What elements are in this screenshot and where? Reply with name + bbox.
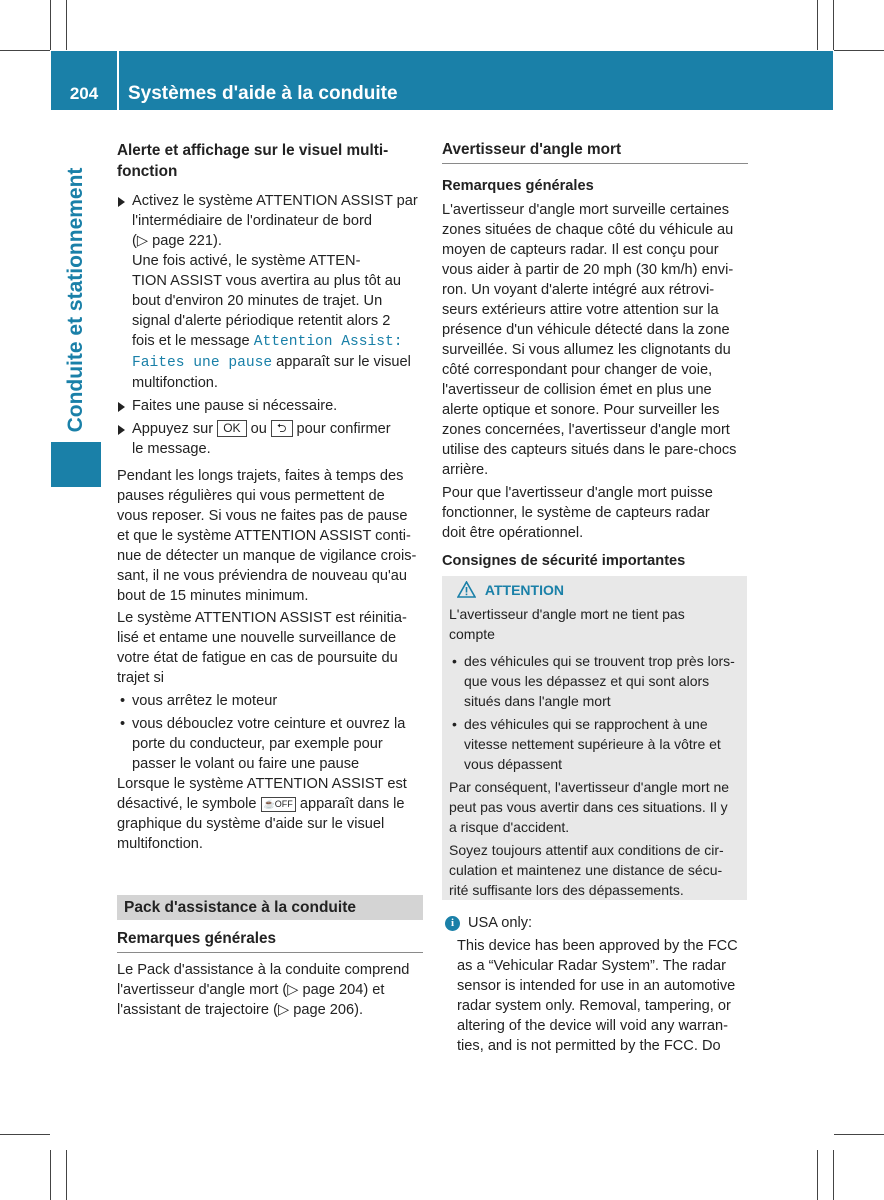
crop-mark — [50, 1150, 51, 1200]
ok-key-icon: OK — [217, 420, 246, 437]
warning-consequence: Par conséquent, l'avertisseur d'angle mort ne peut pas vous avertir dans ces situations. Il y a risque d'accident. — [449, 779, 730, 835]
warning-advice: Soyez toujours attentif aux conditions de cir- culation et maintenez une distance de sécu- rité suffisante lors des dépassements. — [449, 842, 724, 898]
reset-paragraph: Le système ATTENTION ASSIST est réinitia- lisé et entame une nouvelle surveillance de votre état de fatigue en cas de poursuite du trajet si • vous arrêtez le moteur • vous débouclez votre ceinture et ouvrez la porte du conducteur, par exemple pour passer le volant ou faire une pause Lorsque le système ATTENTION ASSIST est désactivé, le symbole ☕OFF apparaît dans le graphique du système d'aide sur le visuel multifonction. — [117, 608, 423, 854]
alert-steps — [117, 191, 423, 459]
list-item: • vous débouclez votre ceinture et ouvrez la porte du conducteur, par exemple pour passer le volant ou faire une pause — [120, 716, 406, 772]
step-arrow-icon — [118, 425, 125, 435]
pack-section — [117, 895, 423, 920]
warning-triangle-icon — [457, 581, 476, 598]
display-message: Faites une pause — [132, 355, 273, 371]
crop-mark — [66, 0, 67, 50]
step-arrow-icon — [118, 402, 125, 412]
radar-paragraph: Pour que l'avertisseur d'angle mort puisse fonctionner, le système de capteurs radar doit être opérationnel. — [442, 485, 713, 541]
crop-mark — [817, 1150, 818, 1200]
activation-note: Une fois activé, le système ATTEN- TION ASSIST vous avertira au plus tôt au bout d'environ 20 minutes de trajet. Un signal d'alerte périodique retentit alors 2 fois et le message Attention Assist: Faites une pause apparaît sur le visuel multifonction. — [132, 253, 411, 391]
chapter-label: Conduite et stationnement — [64, 167, 87, 433]
back-key-icon: ⮌ — [271, 420, 293, 437]
warning-intro: L'avertisseur d'angle mort ne tient pas compte — [449, 606, 685, 642]
step-activate: Activez le système ATTENTION ASSIST par l'intermédiaire de l'ordinateur de bord (▷ page 221). — [117, 191, 423, 251]
crop-mark — [50, 0, 51, 50]
info-text: This device has been approved by the FCC as a “Vehicular Radar System”. The radar sensor is intended for use in an automotive radar system only. Removal, tampering, or altering of the device will void any warran- ties, and is not permitted by the FCC. Do — [457, 938, 738, 1054]
crop-mark — [834, 50, 884, 51]
display-message: Attention Assist: — [253, 334, 403, 350]
header-divider — [117, 51, 119, 110]
heading-remarks: Remarques générales — [442, 178, 594, 194]
page-reference-link[interactable]: (▷ page 221). — [132, 233, 222, 249]
warning-title: ATTENTION — [484, 582, 564, 598]
info-label: USA only: — [468, 915, 533, 931]
heading-alert: Alerte et affichage sur le visuel multi-fonction — [117, 142, 389, 180]
page-reference-link[interactable]: l'avertisseur d'angle mort (▷ page 204) et — [117, 982, 385, 998]
step-pause: Faites une pause si nécessaire. — [117, 396, 423, 416]
attention-off-icon: ☕OFF — [261, 797, 296, 812]
page-number: 204 — [69, 84, 99, 103]
heading-safety: Consignes de sécurité importantes — [442, 553, 686, 569]
section-title: Systèmes d'aide à la conduite — [128, 83, 398, 104]
info-icon: i — [445, 916, 460, 931]
blind-spot-paragraph: L'avertisseur d'angle mort surveille certaines zones situées de chaque côté du véhicule au moyen de capteurs radar. Il est conçu pour vous aider à partir de 20 mph (30 km/h) envi- ron. Un voyant d'alerte intégré aux rétrovi- seurs extérieurs attire votre attention sur la présence d'un véhicule détecté dans la zone surveillée. Si vous allumez les clignotants du côté correspondant pour changer de voie, l'avertisseur de collision émet en plus une alerte optique et sonore. Pour surveiller les zones concernées, l'avertisseur d'angle mort utilise des capteurs situés dans le pare-chocs arrière. Pour que l'avertisseur d'angle mort puisse fonctionner, le système de capteurs radar doit être opérationnel. — [442, 200, 748, 543]
pause-paragraph: Pendant les longs trajets, faites à temps des pauses régulières qui vous permettent de vous reposer. Si vous ne faites pas de pause et que le système ATTENTION ASSIST conti- nue de détecter un manque de vigilance crois- sant, il ne vous préviendra de nouveau qu'au bout de 15 minutes minimum. — [117, 468, 417, 604]
heading-remarks: Remarques générales — [117, 928, 423, 953]
deactivated-paragraph: Lorsque le système ATTENTION ASSIST est désactivé, le symbole ☕OFF apparaît dans le graphique du système d'aide sur le visuel multifonction. — [117, 776, 407, 852]
warning-box — [442, 576, 747, 900]
heading-blind-spot: Avertisseur d'angle mort — [442, 139, 748, 164]
crop-mark — [817, 0, 818, 50]
pack-heading: Pack d'assistance à la conduite — [117, 895, 423, 920]
list-item: • vous arrêtez le moteur — [120, 693, 278, 709]
pack-paragraph: Le Pack d'assistance à la conduite comprend l'avertisseur d'angle mort (▷ page 204) et l'assistant de trajectoire (▷ page 206). — [117, 960, 423, 1020]
crop-mark — [66, 1150, 67, 1200]
crop-mark — [833, 1150, 834, 1200]
crop-mark — [0, 1134, 50, 1135]
alert-section — [117, 140, 423, 182]
step-confirm: Appuyez sur OK ou ⮌ pour confirmer le message. — [117, 419, 423, 459]
page-reference-link[interactable]: l'assistant de trajectoire (▷ page 206). — [117, 1002, 364, 1018]
crop-mark — [0, 50, 50, 51]
list-item: • des véhicules qui se trouvent trop près lors- que vous les dépassez et qui sont alors situés dans l'angle mort — [452, 653, 735, 709]
crop-mark — [834, 1134, 884, 1135]
crop-mark — [833, 0, 834, 50]
step-arrow-icon — [118, 197, 125, 207]
list-item: • des véhicules qui se rapprochent à une vitesse nettement supérieure à la vôtre et vous dépassent — [452, 716, 721, 772]
